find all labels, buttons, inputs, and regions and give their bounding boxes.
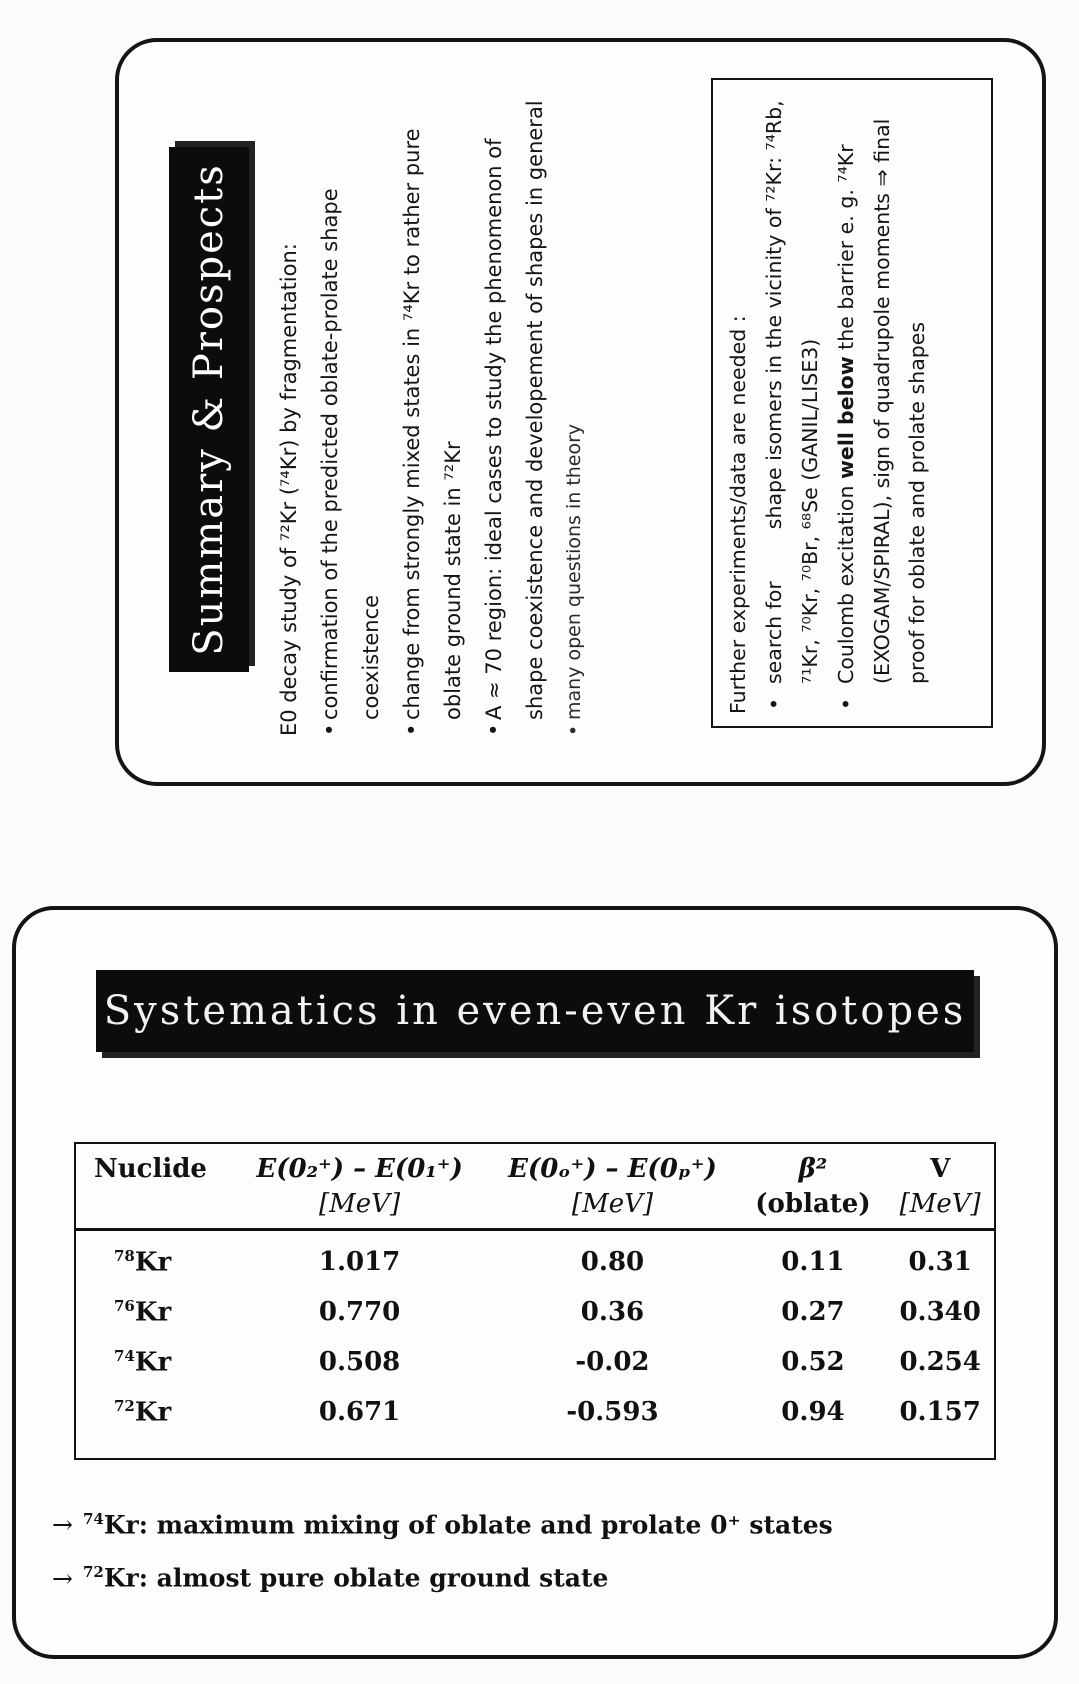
table-row — [76, 1385, 994, 1435]
prospects-list — [757, 92, 936, 714]
summary-body — [269, 76, 593, 736]
prospects-item-lead: search for — [761, 581, 786, 684]
prospects-item — [829, 92, 937, 714]
conclusion-line: → $^{74}$Kr: maximum mixing of oblate and prolate 0⁺ states — [52, 1510, 833, 1540]
table-row — [76, 1335, 994, 1385]
e21-cell: 0.508 — [318, 1347, 401, 1378]
table-row — [76, 1230, 994, 1286]
eop-cell: 0.36 — [580, 1297, 645, 1328]
arrow-icon: → — [52, 1510, 73, 1540]
summary-slide-content — [119, 42, 1042, 782]
prospects-heading: Further experiments/data are needed : — [726, 315, 750, 714]
col-header-v: V [MeV] — [886, 1144, 994, 1230]
prospects-item — [757, 92, 829, 714]
table-row — [76, 1285, 994, 1335]
beta2-cell: 0.27 — [781, 1297, 845, 1328]
summary-bullet: • many open questions in theory — [556, 76, 593, 736]
nuclide-cell: $^{74}$Kr — [114, 1346, 172, 1378]
systematics-table — [76, 1144, 994, 1435]
prospects-item-text: shape isomers in the vicinity of ⁷²Kr: ⁷⁴Rb, ⁷¹Kr, ⁷⁰Kr, ⁷⁰Br, ⁶⁸Se (GANIL/LISE3) — [761, 100, 822, 684]
summary-title: Summary & Prospects — [169, 147, 249, 672]
col-header-beta2: β² (oblate) — [740, 1144, 887, 1230]
col-header-nuclide: Nuclide — [76, 1144, 234, 1230]
prospects-item-lead: Coulomb excitation — [833, 485, 858, 684]
arrow-icon: → — [52, 1563, 73, 1593]
prospects-item-emphasis: well below — [833, 356, 858, 480]
summary-bullet: • confirmation of the predicted oblate-prolate shape coexistence — [310, 76, 392, 736]
nuclide-cell: $^{76}$Kr — [114, 1296, 172, 1328]
summary-slide — [115, 38, 1046, 786]
nuclide-cell: $^{78}$Kr — [114, 1246, 172, 1278]
summary-bullet: • A ≈ 70 region: ideal cases to study the phenomenon of shape coexistence and developement of shapes in general — [474, 76, 556, 736]
summary-lead: E0 decay study of ⁷²Kr (⁷⁴Kr) by fragmentation: — [277, 243, 301, 736]
systematics-title: Systematics in even-even Kr isotopes — [96, 970, 974, 1052]
prospects-item-text: the barrier e. g. ⁷⁴Kr (EXOGAM/SPIRAL), sign of quadrupole moments ⇒ final proof for oblate and prolate shapes — [833, 118, 930, 684]
beta2-cell: 0.94 — [781, 1397, 845, 1428]
beta2-cell: 0.11 — [781, 1247, 845, 1278]
col-header-e21: E(0₂⁺) – E(0₁⁺) [MeV] — [234, 1144, 486, 1230]
col-header-eop: E(0ₒ⁺) – E(0ₚ⁺) [MeV] — [485, 1144, 739, 1230]
eop-cell: 0.80 — [580, 1247, 645, 1278]
nuclide-cell: $^{72}$Kr — [114, 1396, 172, 1428]
systematics-table-frame — [74, 1142, 996, 1460]
summary-bullet: • change from strongly mixed states in ⁷⁴Kr to rather pure oblate ground state in ⁷²Kr — [392, 76, 474, 736]
conclusions — [52, 1510, 1012, 1617]
table-header-row — [76, 1144, 994, 1230]
e21-cell: 0.770 — [318, 1297, 401, 1328]
e21-cell: 0.671 — [318, 1397, 401, 1428]
beta2-cell: 0.52 — [781, 1347, 845, 1378]
prospects-box — [711, 78, 993, 728]
v-cell: 0.254 — [899, 1347, 981, 1378]
eop-cell: -0.02 — [575, 1347, 650, 1378]
eop-cell: -0.593 — [566, 1397, 659, 1428]
v-cell: 0.31 — [908, 1247, 972, 1278]
v-cell: 0.340 — [899, 1297, 981, 1328]
summary-bullet-list — [310, 76, 593, 736]
conclusion-line: → $^{72}$Kr: almost pure oblate ground state — [52, 1563, 609, 1593]
systematics-slide — [12, 906, 1058, 1659]
e21-cell: 1.017 — [318, 1247, 401, 1278]
v-cell: 0.157 — [899, 1397, 981, 1428]
